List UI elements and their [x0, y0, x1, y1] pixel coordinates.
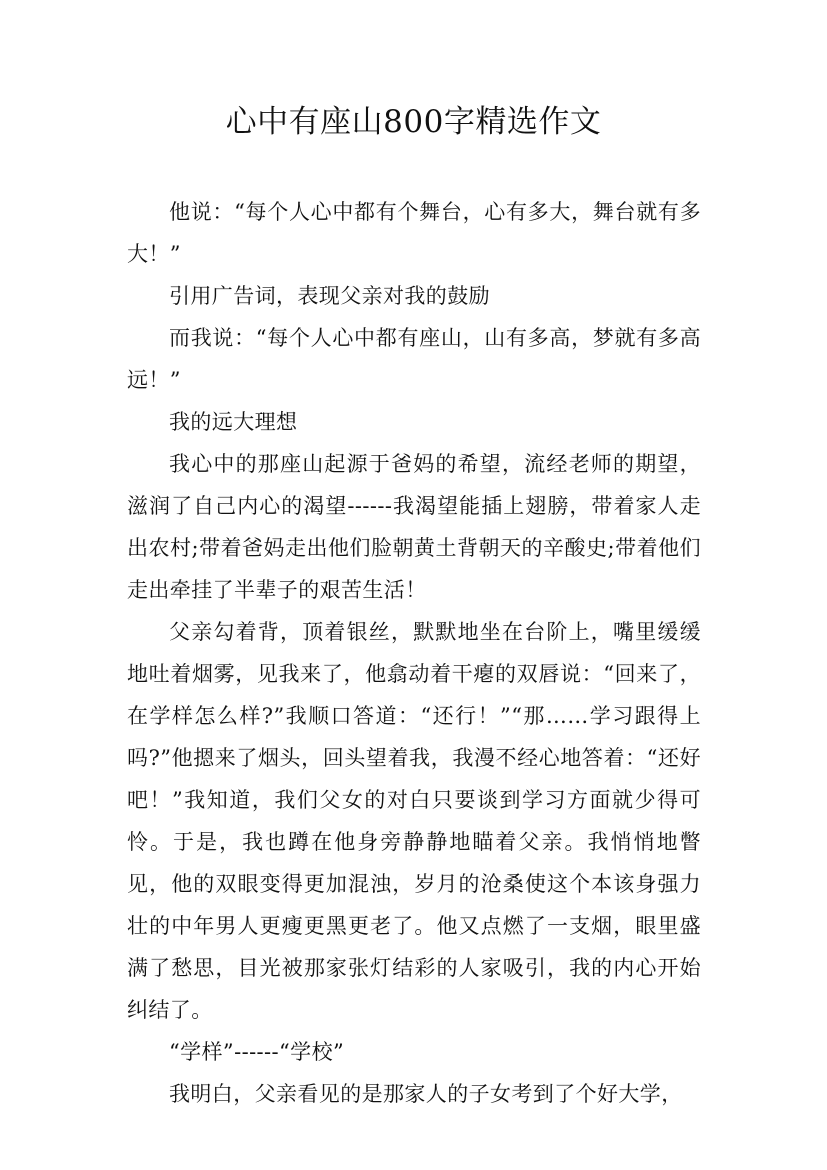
document-title: 心中有座山800字精选作文	[225, 104, 602, 140]
paragraph: 我明白，父亲看见的是那家人的子女考到了个好大学，	[169, 1082, 683, 1106]
paragraph: 而我说：“每个人心中都有座山，山有多高，梦就有多高远！”	[127, 326, 701, 392]
paragraph: 我的远大理想	[169, 410, 298, 434]
paragraph: “学样”------“学校”	[169, 1040, 345, 1064]
paragraph: 父亲勾着背，顶着银丝，默默地坐在台阶上，嘴里缓缓地吐着烟雾，见我来了，他翕动着干瘪的双唇说：“回来了，在学样怎么样?”我顺口答道：“还行！”“那……学习跟得上吗?”他摁来了烟头，回头望着我，我漫不经心地答着：“还好吧！”我知道，我们父女的对白只要谈到学习方面就少得可怜。于是，我也蹲在他身旁静静地瞄着父亲。我悄悄地瞥见，他的双眼变得更加混浊，岁月的沧桑使这个本该身强力壮的中年男人更瘦更黑更老了。他又点燃了一支烟，眼里盛满了愁思，目光被那家张灯结彩的人家吸引，我的内心开始纠结了。	[127, 620, 701, 1022]
paragraph: 我心中的那座山起源于爸妈的希望，流经老师的期望，滋润了自己内心的渴望------我渴望能插上翅膀，带着家人走出农村;带着爸妈走出他们脸朝黄土背朝天的辛酸史;带着他们走出牵挂了半辈子的艰苦生活！	[127, 452, 701, 602]
paragraph: 他说：“每个人心中都有个舞台，心有多大，舞台就有多大！”	[127, 200, 701, 266]
paragraph: 引用广告词，表现父亲对我的鼓励	[169, 284, 490, 308]
document-body	[127, 191, 701, 1115]
